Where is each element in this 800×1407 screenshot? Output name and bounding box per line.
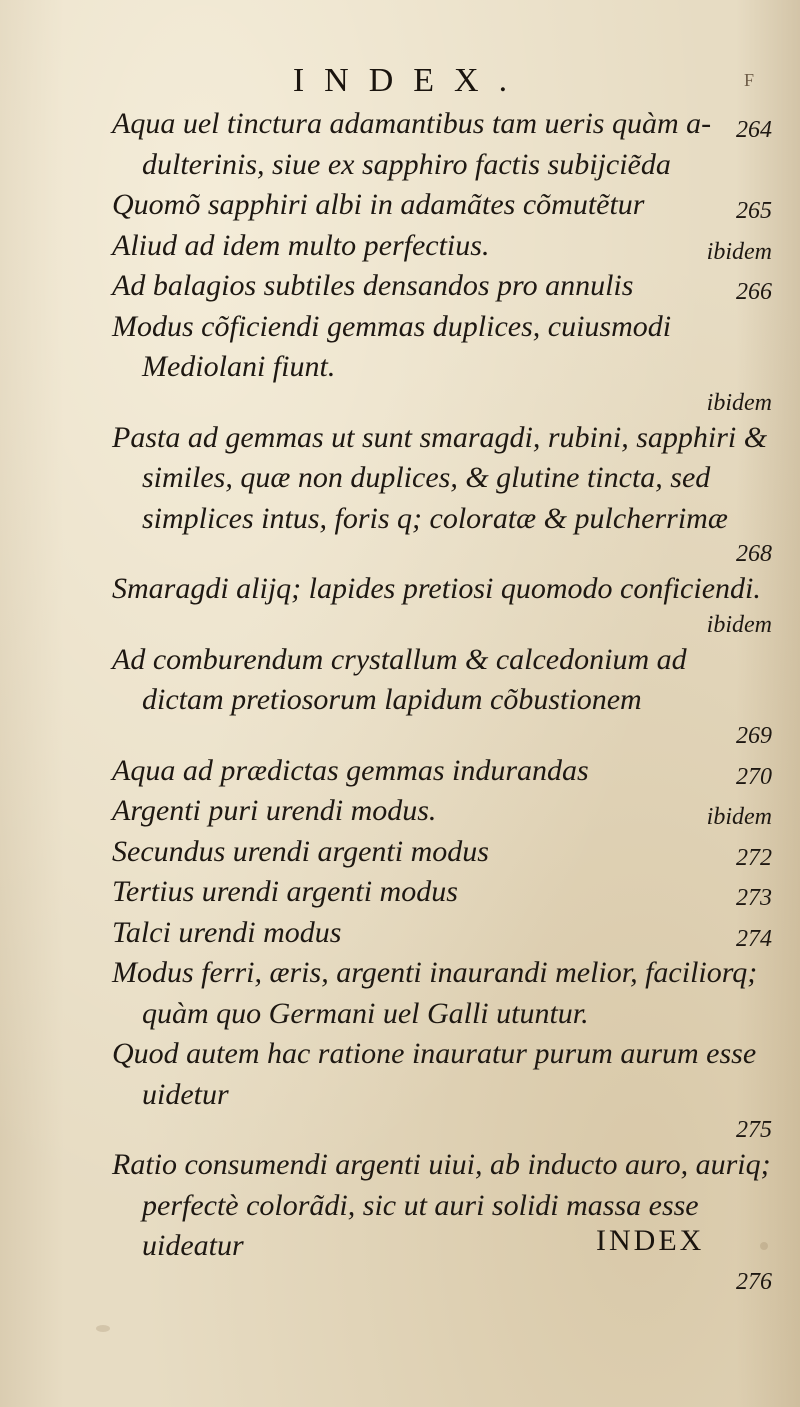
running-head: INDEX. <box>292 62 528 99</box>
entry-page-ref: ibidem <box>706 389 772 416</box>
entry-page-ref: 265 <box>736 198 772 224</box>
index-entry <box>112 104 772 185</box>
entry-text: Pasta ad gemmas ut sunt smaragdi, rubini, sapphiri & similes, quæ non duplices, & glutine tincta, sed simplices intus, foris q; coloratæ & pulcherrimæ <box>112 420 768 535</box>
entry-text: Tertius urendi argenti modus <box>112 875 458 908</box>
entry-page-ref: 273 <box>736 885 772 911</box>
entry-text: Quod autem hac ratione inauratur purum aurum esse uidetur <box>112 1037 757 1111</box>
entry-page-ref: 274 <box>736 925 772 952</box>
index-entry <box>112 791 772 832</box>
entry-page-ref: 268 <box>736 541 772 567</box>
entry-page-ref: ibidem <box>706 238 772 265</box>
entry-text: Smaragdi alijq; lapides pretiosi quomodo conficiendi. <box>112 572 761 605</box>
entry-text: Aliud ad idem multo perfectius. <box>112 228 490 262</box>
index-entries <box>112 104 772 1297</box>
entry-text: Quomõ sapphiri albi in adamãtes cõmutẽtur <box>112 188 645 221</box>
entry-text: Talci urendi modus <box>112 915 342 949</box>
index-entry <box>112 307 772 418</box>
entry-page-ref: ibidem <box>706 611 772 638</box>
catchword: INDEX <box>596 1224 705 1257</box>
index-entry <box>112 640 772 751</box>
index-entry <box>112 266 772 307</box>
paper-stain <box>96 1325 110 1332</box>
index-entry <box>112 1145 772 1297</box>
entry-text: Ad balagios subtiles densandos pro annulis <box>112 269 634 302</box>
index-entry <box>112 832 772 873</box>
entry-text: Argenti puri urendi modus. <box>112 794 437 827</box>
entry-page-ref: 272 <box>736 844 772 871</box>
entry-page-ref: 264 <box>736 117 772 143</box>
entry-text: Modus cõficiendi gemmas duplices, cuiusmodi Mediolani fiunt. <box>112 309 672 383</box>
entry-page-ref: ibidem <box>706 804 772 830</box>
index-entry <box>112 953 772 1034</box>
index-entry <box>112 418 772 570</box>
entry-page-ref: 270 <box>736 763 772 790</box>
index-entry <box>112 751 772 792</box>
page-corner-mark: F <box>744 70 755 90</box>
index-entry <box>112 569 772 640</box>
entry-text: Aqua ad prædictas gemmas indurandas <box>112 753 589 787</box>
index-entry <box>112 226 772 267</box>
entry-text: Secundus urendi argenti modus <box>112 834 489 868</box>
entry-text: Ratio consumendi argenti uiui, ab inducto auro, auriq; perfectè colorãdi, sic ut auri solidi massa esse uideatur <box>112 1148 771 1262</box>
entry-page-ref: 266 <box>736 279 772 305</box>
entry-page-ref: 275 <box>736 1117 772 1143</box>
index-entry <box>112 872 772 913</box>
index-entry <box>112 1034 772 1145</box>
index-entry <box>112 185 772 226</box>
entry-text: Ad comburendum crystallum & calcedonium ad dictam pretiosorum lapidum cõbustionem <box>112 642 687 716</box>
entry-page-ref: 269 <box>736 722 772 749</box>
entry-page-ref: 276 <box>736 1268 772 1295</box>
entry-text: Aqua uel tinctura adamantibus tam ueris quàm a-dulterinis, siue ex sapphiro factis subijcie͂da <box>112 107 712 181</box>
index-entry <box>112 913 772 954</box>
entry-text: Modus ferri, æris, argenti inaurandi melior, faciliorq; quàm quo Germani uel Galli utuntur. <box>112 956 758 1030</box>
